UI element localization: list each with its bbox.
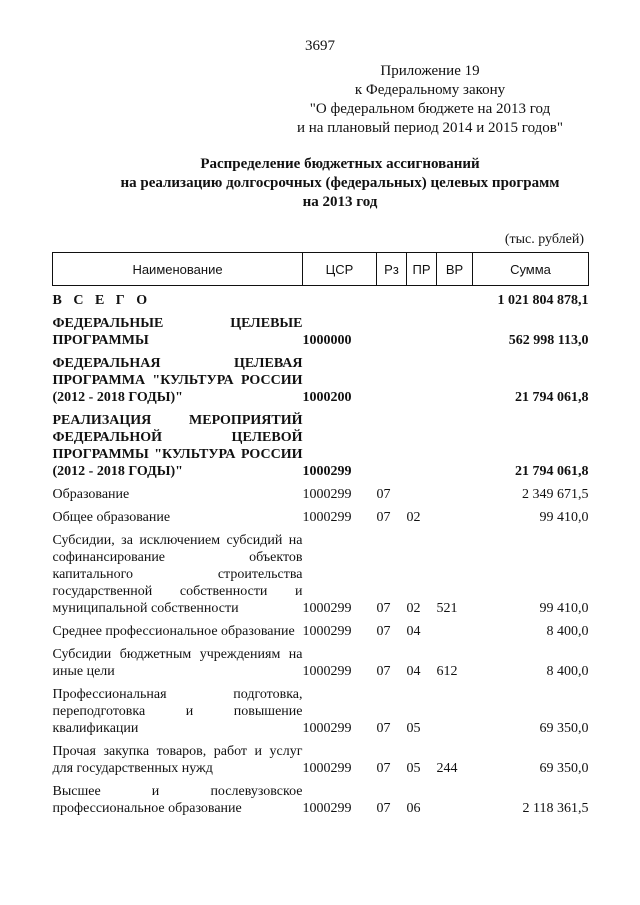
row-csr: 1000299: [302, 721, 352, 736]
row-pr: 02: [406, 601, 421, 616]
table-row: [53, 486, 589, 503]
row-pr: [407, 486, 437, 503]
document-title: [40, 155, 640, 212]
row-rz: 07: [376, 487, 391, 502]
title-line: на реализацию долгосрочных (федеральных) целевых программ: [120, 175, 560, 191]
row-pr: 04: [406, 664, 421, 679]
row-rz: [377, 292, 407, 309]
row-vr: 612: [436, 664, 458, 679]
row-name: Общее образование: [52, 510, 171, 525]
row-name: ФЕДЕРАЛЬНЫЕ ЦЕЛЕВЫЕ ПРОГРАММЫ: [52, 316, 303, 348]
appendix-header: [260, 62, 600, 138]
table-row: [53, 532, 589, 617]
table-row: [53, 315, 589, 349]
row-name: В С Е Г О: [52, 293, 152, 308]
row-csr: 1000299: [302, 464, 352, 479]
page-number: 3697: [305, 38, 335, 54]
header-csr: ЦСР: [303, 253, 377, 286]
row-csr: [303, 292, 377, 309]
row-sum: 1 021 804 878,1: [497, 293, 589, 308]
row-pr: [407, 355, 437, 406]
row-csr: 1000299: [302, 510, 352, 525]
row-name: Субсидии, за исключением субсидий на софинансирование объектов капитального строительства государственной собственности и муниципальной собственности: [52, 533, 303, 616]
row-sum: 562 998 113,0: [508, 333, 589, 348]
row-vr: [437, 292, 473, 309]
header-vr: ВР: [437, 253, 473, 286]
row-sum: 99 410,0: [539, 510, 589, 525]
table-row: [53, 783, 589, 817]
row-sum: 2 118 361,5: [522, 801, 589, 816]
row-name: ФЕДЕРАЛЬНАЯ ЦЕЛЕВАЯ ПРОГРАММА "КУЛЬТУРА РОССИИ (2012 - 2018 ГОДЫ)": [52, 356, 303, 405]
row-vr: [437, 783, 473, 817]
budget-table: [52, 252, 589, 817]
row-sum: 21 794 061,8: [515, 390, 589, 405]
row-rz: 07: [376, 624, 391, 639]
title-line: на 2013 год: [302, 194, 378, 210]
table-header-row: [53, 253, 589, 286]
title-line: Распределение бюджетных ассигнований: [200, 156, 480, 172]
units-label: (тыс. рублей): [504, 232, 584, 247]
row-vr: [437, 623, 473, 640]
row-csr: 1000299: [302, 761, 352, 776]
row-pr: 05: [406, 721, 421, 736]
row-csr: 1000000: [302, 333, 352, 348]
row-rz: 07: [376, 721, 391, 736]
appendix-line: и на плановый период 2014 и 2015 годов": [297, 120, 563, 136]
row-vr: [437, 355, 473, 406]
row-name: Среднее профессиональное образование: [52, 624, 295, 639]
table-row: [53, 412, 589, 480]
row-vr: [437, 686, 473, 737]
row-rz: 07: [376, 664, 391, 679]
row-csr: 1000299: [302, 487, 352, 502]
table-row: [53, 743, 589, 777]
row-name: Образование: [52, 487, 130, 502]
table-row: [53, 686, 589, 737]
row-name: Высшее и послевузовское профессиональное образование: [52, 784, 303, 816]
row-rz: [377, 315, 407, 349]
row-sum: 69 350,0: [539, 721, 589, 736]
table-row: [53, 355, 589, 406]
row-vr: 244: [436, 761, 458, 776]
row-rz: 07: [376, 761, 391, 776]
header-name: Наименование: [53, 253, 303, 286]
row-vr: [437, 315, 473, 349]
row-rz: 07: [376, 601, 391, 616]
row-pr: 02: [406, 510, 421, 525]
row-name: Профессиональная подготовка, переподготовка и повышение квалификации: [52, 687, 303, 736]
row-csr: 1000200: [302, 390, 352, 405]
row-name: Субсидии бюджетным учреждениям на иные цели: [52, 647, 303, 679]
row-sum: 69 350,0: [539, 761, 589, 776]
row-csr: 1000299: [302, 624, 352, 639]
row-sum: 8 400,0: [546, 624, 589, 639]
row-pr: [407, 412, 437, 480]
table-row: [53, 509, 589, 526]
row-rz: [377, 355, 407, 406]
appendix-line: Приложение 19: [380, 63, 480, 79]
row-pr: 06: [406, 801, 421, 816]
table-row: [53, 623, 589, 640]
appendix-line: к Федеральному закону: [354, 82, 506, 98]
row-name: Прочая закупка товаров, работ и услуг для государственных нужд: [52, 744, 303, 776]
row-sum: 2 349 671,5: [522, 487, 589, 502]
row-vr: [437, 412, 473, 480]
row-csr: 1000299: [302, 664, 352, 679]
row-sum: 21 794 061,8: [515, 464, 589, 479]
row-rz: 07: [376, 801, 391, 816]
row-vr: [437, 509, 473, 526]
row-pr: 05: [406, 761, 421, 776]
header-sum: Сумма: [473, 253, 589, 286]
row-vr: [437, 486, 473, 503]
appendix-line: "О федеральном бюджете на 2013 год: [309, 101, 551, 117]
row-pr: [407, 315, 437, 349]
row-name: РЕАЛИЗАЦИЯ МЕРОПРИЯТИЙ ФЕДЕРАЛЬНОЙ ЦЕЛЕВОЙ ПРОГРАММЫ "КУЛЬТУРА РОССИИ (2012 - 2018 ГОДЫ)": [52, 413, 303, 479]
table-row-total: [53, 292, 589, 309]
row-sum: 8 400,0: [546, 664, 589, 679]
header-rz: Рз: [377, 253, 407, 286]
table-row: [53, 646, 589, 680]
row-pr: [407, 292, 437, 309]
row-pr: 04: [406, 624, 421, 639]
row-csr: 1000299: [302, 601, 352, 616]
row-rz: [377, 412, 407, 480]
row-sum: 99 410,0: [539, 601, 589, 616]
row-vr: 521: [436, 601, 458, 616]
header-pr: ПР: [407, 253, 437, 286]
row-csr: 1000299: [302, 801, 352, 816]
row-rz: 07: [376, 510, 391, 525]
